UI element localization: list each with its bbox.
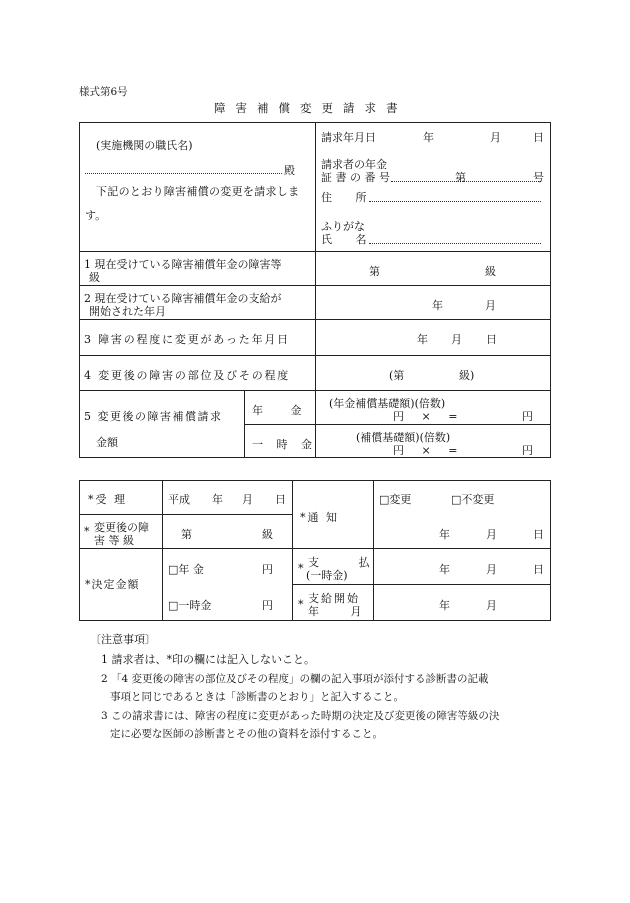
row5-pension-calc[interactable]: 円 × = <box>393 410 458 423</box>
pay-star: * <box>298 562 304 575</box>
grade-label-2: 害 等 級 <box>94 534 134 547</box>
row1-kyu: 級 <box>485 265 496 278</box>
decision-lump-yen: 円 <box>262 599 273 612</box>
row5-pension-label: 年 金 <box>252 404 314 417</box>
row5-pension-yen: 円 <box>522 410 533 423</box>
cert-go: 号 <box>533 171 544 184</box>
decision-pension-check[interactable]: □年 金 <box>168 563 204 576</box>
start-label-2: 年 月 <box>308 605 376 618</box>
decision-pension-yen: 円 <box>262 563 273 576</box>
row3-month[interactable]: 月 <box>451 333 462 346</box>
receipt-day[interactable]: 日 <box>275 493 286 506</box>
grade-label-1: 変更後の障 <box>94 521 149 534</box>
cert-number-line[interactable] <box>391 181 541 182</box>
row5-label-1: 5 変更後の障害補償請求 <box>84 410 223 423</box>
row1-label-1: 1 現在受けている障害補償年金の障害等 <box>84 258 282 271</box>
pay-day[interactable]: 日 <box>533 563 544 576</box>
intro-text-2: す。 <box>85 209 107 222</box>
note-2-line-1: 2 「4 変更後の障害の部位及びその程度」の欄の記入事項が添付する診断書の記載 <box>101 673 489 685</box>
notes-heading: 〔注意事項〕 <box>90 633 156 646</box>
pay-year[interactable]: 年 <box>439 563 450 576</box>
address-line[interactable] <box>369 201 541 202</box>
grade-star: * <box>84 525 90 538</box>
row5-pension-basis: (年金補償基礎額)(倍数) <box>329 397 446 410</box>
row5-lump-basis: (補償基礎額)(倍数) <box>356 431 451 444</box>
intro-text-1: 下記のとおり障害補償の変更を請求しま <box>96 185 300 198</box>
start-year[interactable]: 年 <box>439 599 450 612</box>
row3-label: 3 障害の程度に変更があった年月日 <box>84 333 290 346</box>
start-month[interactable]: 月 <box>486 599 497 612</box>
request-date-month[interactable]: 月 <box>490 131 501 144</box>
cert-label-1: 請求者の年金 <box>321 158 387 171</box>
request-date-year[interactable]: 年 <box>423 131 434 144</box>
request-date-label: 請求年月日 <box>321 131 376 144</box>
document-title: 障害補償変更請求書 <box>214 101 408 115</box>
receipt-month[interactable]: 月 <box>242 493 253 506</box>
row1-dai: 第 <box>369 265 380 278</box>
note-3-line-1: 3 この請求書には、障害の程度に変更があった時期の決定及び変更後の障害等級の決 <box>101 710 500 722</box>
agency-label: (実施機関の職氏名) <box>96 139 193 152</box>
row3-day[interactable]: 日 <box>486 333 497 346</box>
request-date-day[interactable]: 日 <box>533 131 544 144</box>
pay-label-1: 支 払 <box>308 556 388 569</box>
tono-text: 殿 <box>284 164 295 177</box>
receipt-label: *受 理 <box>88 493 127 506</box>
furigana-label: ふりがな <box>321 220 365 233</box>
form-number: 様式第6号 <box>79 86 128 98</box>
note-3-line-2: 定に必要な医師の診断書とその他の資料を添付すること。 <box>110 728 383 740</box>
row5-lump-yen: 円 <box>522 444 533 457</box>
row4-label: 4 変更後の障害の部位及びその程度 <box>84 369 291 382</box>
receipt-era: 平成 <box>168 493 190 506</box>
notice-year[interactable]: 年 <box>439 528 450 541</box>
notice-label: *通 知 <box>300 511 339 524</box>
row5-lump-calc[interactable]: 円 × = <box>393 444 458 457</box>
start-label-1: 支給開始 <box>308 592 360 605</box>
name-line[interactable] <box>369 243 541 244</box>
note-2-line-2: 事項と同じであるときは「診断書のとおり」と記入すること。 <box>110 691 404 703</box>
cert-dai: 第 <box>455 171 466 184</box>
row4-kyu: 級) <box>459 369 475 382</box>
start-star: * <box>298 598 304 611</box>
row1-label-2: 級 <box>89 271 100 284</box>
notice-no-change[interactable]: □不変更 <box>451 493 495 506</box>
agency-name-line[interactable] <box>85 173 282 174</box>
name-label: 氏 名 <box>321 233 377 246</box>
row2-year[interactable]: 年 <box>432 299 443 312</box>
notice-change[interactable]: □変更 <box>379 493 412 506</box>
row5-lump-label: 一 時 金 <box>252 438 317 451</box>
address-label: 住 所 <box>321 191 377 204</box>
row2-month[interactable]: 月 <box>485 299 496 312</box>
grade-kyu: 級 <box>262 528 273 541</box>
row3-year[interactable]: 年 <box>417 333 428 346</box>
row2-label-1: 2 現在受けている障害補償年金の支給が <box>84 292 282 305</box>
row5-label-2: 金額 <box>96 436 118 449</box>
receipt-year[interactable]: 年 <box>212 493 223 506</box>
grade-dai: 第 <box>181 528 192 541</box>
pay-month[interactable]: 月 <box>486 563 497 576</box>
row2-label-2: 開始された年月 <box>89 305 166 318</box>
cert-label-2: 証 書 の 番 号 <box>321 171 390 184</box>
notice-day[interactable]: 日 <box>533 528 544 541</box>
notice-month[interactable]: 月 <box>486 528 497 541</box>
decision-label: *決定金額 <box>85 578 140 591</box>
row4-dai: (第 <box>389 369 405 382</box>
pay-label-2: (一時金) <box>306 569 348 582</box>
note-1: 1 請求者は、*印の欄には記入しないこと。 <box>101 653 315 666</box>
decision-lump-check[interactable]: □一時金 <box>168 599 212 612</box>
